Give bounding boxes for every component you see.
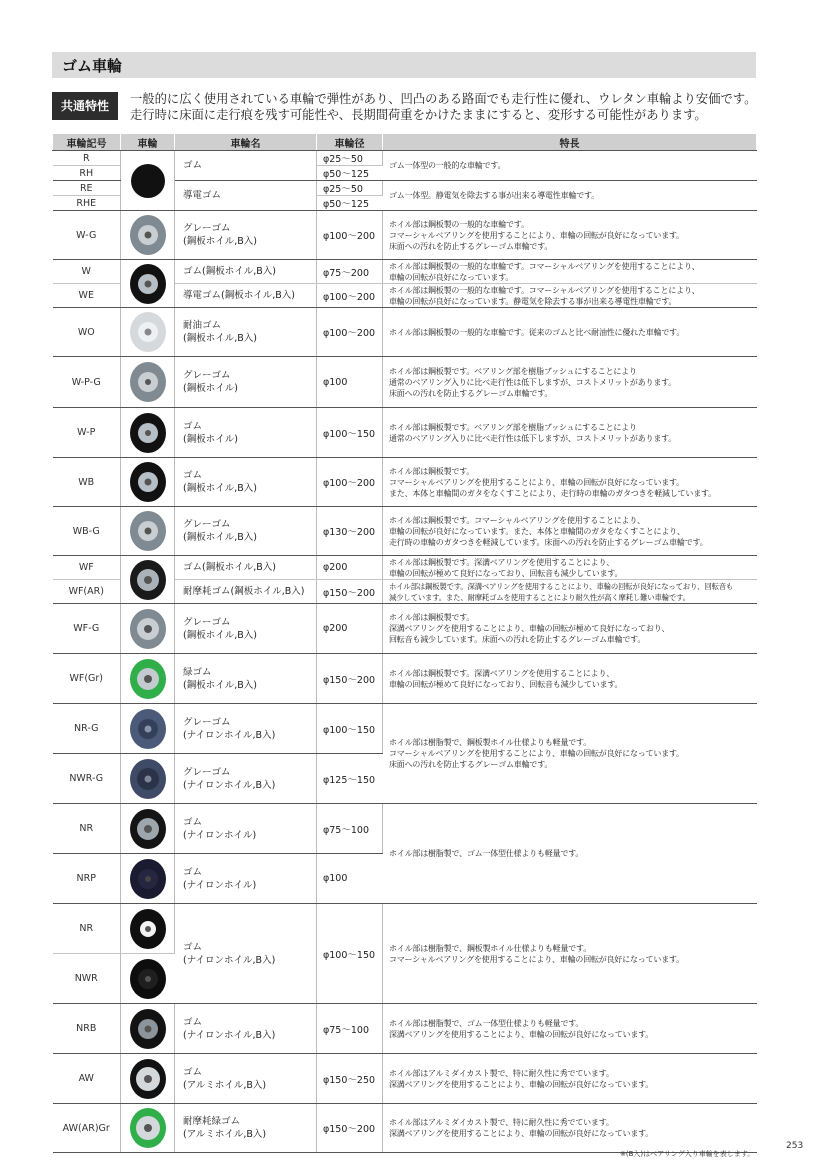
green-rubber-wheel-icon (130, 659, 166, 699)
feature-cell (383, 408, 757, 458)
feature-line: コマーシャルベアリングを使用することにより、車輪の回転が良好になっています。 (389, 954, 684, 964)
feature-cell (383, 458, 757, 507)
name-line: 耐摩耗緑ゴム (183, 1116, 241, 1127)
intro-text (130, 91, 770, 123)
code-cell: WE (53, 284, 121, 308)
wheel-image-cell (121, 308, 175, 357)
feature-cell: ゴム一体型の一般的な車輪です。 (383, 151, 757, 181)
code-cell: RH (53, 166, 121, 181)
wheel-image-cell (121, 1004, 175, 1054)
name-cell (175, 507, 317, 556)
name-cell (175, 408, 317, 458)
name-line: (ナイロンホイル,B入) (183, 954, 276, 966)
name-line: ゴム (183, 1066, 203, 1078)
code-cell: W-P-G (53, 357, 121, 408)
name-line: (鋼板ホイル,B入) (183, 333, 257, 344)
name-line: (ナイロンホイル) (183, 879, 257, 891)
header-code: 車輪記号 (53, 134, 121, 151)
feature-line: ホイル部は鋼板製の一般的な車輪です。従来のゴムと比べ耐油性に優れた車輪です。 (389, 327, 685, 337)
diameter-cell: φ75〜200 (317, 260, 383, 284)
name-cell (175, 357, 317, 408)
feature-line: 回転音も減少しています。床面への汚れを防止するグレーゴム車輪です。 (389, 635, 646, 644)
name-line: 耐油ゴム (183, 320, 222, 331)
wheel-table (52, 134, 757, 1153)
code-cell: AW(AR)Gr (53, 1104, 121, 1153)
feature-line: 通常のベアリング入りに比べ走行性は低下しますが、コストメリットがあります。 (389, 433, 677, 443)
feature-line: 深溝ベアリングを使用することにより、車輪の回転が良好になっています。 (389, 1079, 654, 1089)
name-cell (175, 904, 317, 1004)
code-cell: AW (53, 1054, 121, 1104)
code-cell: NWR (53, 954, 121, 1004)
wheel-image-cell (121, 260, 175, 308)
grey-steel-wheel-icon (130, 215, 166, 255)
feature-line: 深溝ベアリングを使用することにより、車輪の回転が極めて良好になっており、 (389, 624, 670, 633)
diameter-cell: φ150〜250 (317, 1054, 383, 1104)
name-line: (鋼板ホイル,B入) (183, 532, 257, 543)
code-cell: WB (53, 458, 121, 507)
wheel-image-cell (121, 954, 175, 1004)
code-cell: NR-G (53, 704, 121, 754)
feature-cell (383, 1054, 757, 1104)
name-cell (175, 854, 317, 904)
grey-steel-wheel-icon (130, 362, 166, 402)
intro-line-1: 一般的に広く使用されている車輪で弾性があり、凹凸のある路面でも走行性に優れ、ウレタン車輪より安価です。 (130, 92, 757, 106)
table-row (53, 260, 757, 284)
name-line: (ナイロンホイル,B入) (183, 729, 276, 741)
wheel-image-cell (121, 654, 175, 704)
feature-line: ホイル部は樹脂製で、ゴム一体型仕様よりも軽量です。 (389, 849, 584, 858)
feature-line: 車輪の回転が極めて良好になっており、回転音も減少しています。 (389, 679, 623, 689)
feature-cell (383, 284, 757, 308)
grey-nylon-wheel-icon (130, 709, 166, 749)
wheel-image-cell (121, 458, 175, 507)
feature-line: ホイル部は樹脂製で、鋼板製ホイル仕様よりも軽量です。 (389, 738, 591, 747)
table-row (53, 704, 757, 754)
code-cell: R (53, 151, 121, 166)
feature-cell (383, 1104, 757, 1153)
name-cell (175, 1104, 317, 1153)
diameter-cell: φ100〜150 (317, 704, 383, 754)
name-line: (鋼板ホイル,B入) (183, 483, 257, 494)
table-row (53, 904, 757, 954)
name-cell (175, 604, 317, 654)
table-row (53, 151, 757, 166)
table-header-row (53, 134, 757, 151)
diameter-cell: φ100 (317, 357, 383, 408)
feature-cell (383, 804, 757, 904)
table-row (53, 804, 757, 854)
wheel-image-cell (121, 556, 175, 604)
name-line: グレーゴム (183, 716, 231, 728)
name-cell (175, 308, 317, 357)
name-line: (鋼板ホイル,B入) (183, 629, 257, 641)
green-aluminium-wheel-icon (130, 1108, 166, 1148)
black-steel-wheel-icon (130, 462, 166, 502)
name-line: グレーゴム (183, 519, 231, 530)
wheel-image-cell (121, 854, 175, 904)
table-row (53, 408, 757, 458)
name-cell: 導電ゴム (175, 181, 317, 211)
name-line: (アルミホイル,B入) (183, 1079, 267, 1091)
intro-line-2: 走行時に床面に走行痕を残す可能性や、長期間荷重をかけたままにすると、変形する可能性があります。 (130, 108, 707, 122)
feature-line: ホイル部は鋼板製です。 (389, 613, 475, 622)
code-cell: WF (53, 556, 121, 580)
wheel-image-cell (121, 704, 175, 754)
black-nylon-wheel-icon (130, 1009, 166, 1049)
table-row (53, 654, 757, 704)
black-steel-wheel-icon (130, 264, 166, 304)
feature-line: 減少しています。また、耐摩耗ゴムを使用することにより耐久性が高く摩耗し難い車輪です。 (389, 592, 690, 602)
common-feature-badge: 共通特性 (52, 92, 118, 120)
diameter-cell: φ125〜150 (317, 754, 383, 804)
black-nylon-wheel-icon (130, 859, 166, 899)
code-cell: NRB (53, 1004, 121, 1054)
name-line: ゴム (183, 1016, 203, 1028)
section-title: ゴム車輪 (62, 57, 123, 75)
feature-line: ホイル部は鋼板製です。深溝ベアリングを使用することにより、 (389, 557, 615, 567)
feature-line: 車輪の回転が良好になっています。 (389, 272, 514, 282)
grey-steel-wheel-icon (130, 511, 166, 551)
name-line: (鋼板ホイル,B入) (183, 679, 257, 691)
table-row (53, 357, 757, 408)
name-line: (ナイロンホイル,B入) (183, 779, 276, 791)
name-line: (ナイロンホイル) (183, 829, 257, 841)
feature-line: ホイル部は鋼板製の一般的な車輪です。 (389, 219, 529, 229)
code-cell: NRP (53, 854, 121, 904)
diameter-cell: φ150〜200 (317, 654, 383, 704)
diameter-cell: φ100〜150 (317, 408, 383, 458)
header-wheel: 車輪 (121, 134, 175, 151)
name-cell: ゴム(鋼板ホイル,B入) (175, 556, 317, 580)
feature-line: コマーシャルベアリングを使用することにより、車輪の回転が良好になっています。 (389, 477, 684, 487)
diameter-cell: φ150〜200 (317, 580, 383, 604)
wheel-image-cell (121, 408, 175, 458)
name-cell (175, 654, 317, 704)
wheel-image-cell (121, 151, 175, 211)
footnote: ※(B入)はベアリング入り車輪を表します。 (620, 1150, 755, 1158)
diameter-cell: φ25〜50 (317, 151, 383, 166)
name-line: ゴム (183, 941, 203, 953)
name-cell (175, 458, 317, 507)
feature-cell (383, 604, 757, 654)
feature-line: 床面への汚れを防止するグレーゴム車輪です。 (389, 388, 553, 398)
wheel-image-cell (121, 1104, 175, 1153)
page-number: 253 (786, 1141, 804, 1151)
feature-cell (383, 654, 757, 704)
header-name: 車輪名 (175, 134, 317, 151)
code-cell: WB-G (53, 507, 121, 556)
table-row (53, 458, 757, 507)
feature-line: ホイル部は鋼板製です。 (389, 466, 475, 476)
black-rubber-wheel-icon (131, 164, 165, 198)
feature-line: 通常のベアリング入りに比べ走行性は低下しますが、コストメリットがあります。 (389, 377, 677, 387)
code-cell: NWR-G (53, 754, 121, 804)
feature-line: 走行時の車輪のガタつきを軽減しています。床面への汚れを防止するグレーゴム車輪です。 (389, 537, 708, 547)
feature-cell (383, 580, 757, 604)
feature-line: ホイル部は鋼板製です。コマーシャルベアリングを使用することにより、 (389, 515, 645, 525)
code-cell: WF-G (53, 604, 121, 654)
wheel-image-cell (121, 211, 175, 260)
table-row (53, 1004, 757, 1054)
feature-cell (383, 704, 757, 804)
code-cell: WF(Gr) (53, 654, 121, 704)
table-row (53, 556, 757, 580)
diameter-cell: φ25〜50 (317, 181, 383, 196)
name-line: グレーゴム (183, 766, 231, 778)
code-cell: W-G (53, 211, 121, 260)
feature-line: 車輪の回転が良好になっています。静電気を除去する事が出来る導電性車輪です。 (389, 296, 677, 306)
diameter-cell: φ50〜125 (317, 196, 383, 211)
feature-line: 床面への汚れを防止するグレーゴム車輪です。 (389, 760, 553, 769)
feature-line: ホイル部は樹脂製で、鋼板製ホイル仕様よりも軽量です。 (389, 943, 591, 953)
header-features: 特長 (383, 134, 757, 151)
feature-line: 車輪の回転が極めて良好になっており、回転音も減少しています。 (389, 568, 623, 578)
wheel-image-cell (121, 904, 175, 954)
name-line: (鋼板ホイル,B入) (183, 236, 257, 247)
name-line: グレーゴム (183, 370, 231, 381)
code-cell: RE (53, 181, 121, 196)
feature-line: ホイル部は鋼板製です。ベアリング部を樹脂ブッシュにすることにより (389, 422, 637, 432)
feature-line: 床面への汚れを防止するグレーゴム車輪です。 (389, 241, 553, 251)
name-line: (鋼板ホイル) (183, 433, 238, 445)
feature-cell (383, 308, 757, 357)
wheel-image-cell (121, 1054, 175, 1104)
name-line: (ナイロンホイル,B入) (183, 1029, 276, 1041)
name-cell: 耐摩耗ゴム(鋼板ホイル,B入) (175, 580, 317, 604)
code-cell: WO (53, 308, 121, 357)
diameter-cell: φ100〜200 (317, 284, 383, 308)
feature-cell: ゴム一体型。静電気を除去する事が出来る導電性車輪です。 (383, 181, 757, 211)
feature-line: ホイル部は鋼板製です。深溝ベアリングを使用することにより、車輪の回転が良好になっており、回転音も (389, 581, 734, 591)
feature-line: ホイル部は鋼板製の一般的な車輪です。コマーシャルベアリングを使用することにより、 (389, 261, 700, 271)
table-row (53, 1104, 757, 1153)
black-aluminium-wheel-icon (130, 1059, 166, 1099)
name-line: グレーゴム (183, 223, 231, 234)
feature-line: 深溝ベアリングを使用することにより、車輪の回転が良好になっています。 (389, 1129, 654, 1138)
black-steel-wheel-icon (130, 413, 166, 453)
black-nylon-wheel-icon (130, 909, 166, 949)
feature-line: ホイル部は鋼板製の一般的な車輪です。コマーシャルベアリングを使用することにより、 (389, 285, 700, 295)
wheel-image-cell (121, 804, 175, 854)
feature-cell (383, 357, 757, 408)
feature-cell (383, 211, 757, 260)
name-cell (175, 804, 317, 854)
feature-line: ホイル部は鋼板製です。ベアリング部を樹脂ブッシュにすることにより (389, 366, 637, 376)
code-cell: RHE (53, 196, 121, 211)
diameter-cell: φ75〜100 (317, 804, 383, 854)
diameter-cell: φ100〜200 (317, 308, 383, 357)
diameter-cell: φ100〜200 (317, 211, 383, 260)
black-steel-wheel-icon (130, 560, 166, 600)
code-cell: NR (53, 904, 121, 954)
feature-line: 深溝ベアリングを使用することにより、車輪の回転が良好になっています。 (389, 1029, 654, 1039)
name-cell: ゴム(鋼板ホイル,B入) (175, 260, 317, 284)
name-line: ゴム (183, 420, 203, 432)
name-cell (175, 754, 317, 804)
feature-line: 車輪の回転が良好になっています。また、本体と車輪間のガタをなくすことにより、 (389, 526, 685, 536)
name-cell: ゴム (175, 151, 317, 181)
name-cell: 導電ゴム(鋼板ホイル,B入) (175, 284, 317, 308)
code-cell: W-P (53, 408, 121, 458)
diameter-cell: φ75〜100 (317, 1004, 383, 1054)
diameter-cell: φ50〜125 (317, 166, 383, 181)
name-cell (175, 211, 317, 260)
name-cell (175, 1054, 317, 1104)
grey-steel-wheel-icon (130, 609, 166, 649)
diameter-cell: φ200 (317, 556, 383, 580)
white-oil-resistant-wheel-icon (130, 312, 166, 352)
code-cell: NR (53, 804, 121, 854)
name-line: ゴム (183, 470, 203, 481)
feature-line: コマーシャルベアリングを使用することにより、車輪の回転が良好になっています。 (389, 230, 684, 240)
wheel-image-cell (121, 604, 175, 654)
feature-cell (383, 556, 757, 580)
name-line: ゴム (183, 816, 203, 828)
name-line: 緑ゴム (183, 666, 212, 678)
diameter-cell: φ100 (317, 854, 383, 904)
code-cell: WF(AR) (53, 580, 121, 604)
name-line: (鋼板ホイル) (183, 383, 238, 394)
name-line: ゴム (183, 866, 203, 878)
feature-line: また、本体と車輪間のガタをなくすことにより、走行時の車輪のガタつきを軽減しています。 (389, 488, 716, 498)
grey-nylon-wheel-icon (130, 759, 166, 799)
name-cell (175, 704, 317, 754)
feature-cell (383, 1004, 757, 1054)
name-line: グレーゴム (183, 616, 231, 628)
wheel-image-cell (121, 357, 175, 408)
name-line: (アルミホイル,B入) (183, 1129, 267, 1140)
feature-line: ホイル部はアルミダイカスト製で、特に耐久性に秀でています。 (389, 1118, 614, 1127)
diameter-cell: φ130〜200 (317, 507, 383, 556)
table-row (53, 604, 757, 654)
feature-line: ホイル部は樹脂製で、ゴム一体型仕様よりも軽量です。 (389, 1018, 584, 1028)
diameter-cell: φ200 (317, 604, 383, 654)
code-cell: W (53, 260, 121, 284)
name-cell (175, 1004, 317, 1054)
table-row (53, 507, 757, 556)
diameter-cell: φ150〜200 (317, 1104, 383, 1153)
feature-line: コマーシャルベアリングを使用することにより、車輪の回転が良好になっています。 (389, 749, 684, 758)
feature-cell (383, 904, 757, 1004)
diameter-cell: φ100〜150 (317, 904, 383, 1004)
table-row (53, 308, 757, 357)
wheel-image-cell (121, 507, 175, 556)
feature-cell (383, 260, 757, 284)
wheel-image-cell (121, 754, 175, 804)
feature-line: ホイル部は鋼板製です。深溝ベアリングを使用することにより、 (389, 668, 615, 678)
header-diameter: 車輪径 (317, 134, 383, 151)
section-title-bar (52, 52, 756, 78)
table-row (53, 1054, 757, 1104)
feature-cell (383, 507, 757, 556)
black-nylon-wheel-icon (130, 959, 166, 999)
table-row (53, 211, 757, 260)
feature-line: ホイル部はアルミダイカスト製で、特に耐久性に秀でています。 (389, 1068, 614, 1078)
black-nylon-wheel-icon (130, 809, 166, 849)
diameter-cell: φ100〜200 (317, 458, 383, 507)
